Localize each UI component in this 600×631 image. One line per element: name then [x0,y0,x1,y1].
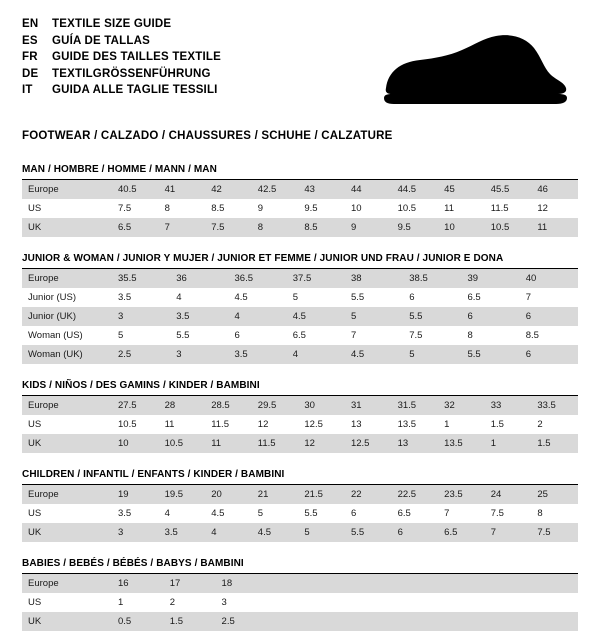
cell: 5.5 [176,330,190,341]
size-table-junior-woman [22,269,578,364]
cell: 4 [287,345,345,364]
cell: 41 [159,180,206,199]
language-title: TEXTILE SIZE GUIDE [52,18,172,30]
cell: 5.5 [351,292,365,303]
cell: 4 [229,307,287,326]
cell: 38.5 [403,269,461,288]
cell-empty [319,612,371,631]
cell: 2 [537,419,543,430]
cell: 12 [298,434,345,453]
cell: 4 [164,508,170,519]
cell: 1 [118,597,124,608]
cell: 7.5 [490,508,504,519]
row-label: Junior (UK) [22,307,112,326]
cell: 4.5 [234,292,248,303]
table-row [22,612,578,631]
language-row [22,66,221,83]
cell: 13 [392,434,439,453]
row-label: US [28,508,42,519]
table-row [22,180,578,199]
table-row [22,307,578,326]
cell: 6.5 [467,292,481,303]
language-code: DE [22,67,39,80]
cell: 4.5 [252,523,299,542]
cell: 3.5 [229,345,287,364]
dress-shoe-icon [378,32,568,116]
cell: 42 [205,180,252,199]
cell: 7.5 [118,203,132,214]
cell: 10.5 [485,218,532,237]
cell-empty [319,574,371,593]
cell: 7 [525,292,532,303]
block-title: JUNIOR & WOMAN / JUNIOR Y MUJER / JUNIOR ET FEMME / JUNIOR UND FRAU / JUNIOR E DONA [22,253,578,269]
cell: 3 [170,345,228,364]
size-table-kids [22,396,578,453]
row-label: Europe [22,574,112,593]
cell: 4.5 [211,508,225,519]
cell: 6 [520,345,578,364]
cell: 13 [350,419,362,430]
cell: 9 [257,203,264,214]
cell: 8.5 [525,330,539,341]
cell: 3 [221,597,227,608]
cell: 7.5 [205,218,252,237]
cell: 5.5 [403,307,461,326]
language-code: IT [22,84,33,96]
language-row [22,16,221,33]
row-label: Europe [22,485,112,504]
cell: 1 [485,434,532,453]
cell: 7 [485,523,532,542]
table-row [22,504,578,523]
cell: 5 [345,307,403,326]
language-title-list [22,16,221,99]
cell: 6.5 [397,508,411,519]
cell: 25 [531,485,578,504]
cell-empty [371,574,423,593]
row-label: US [28,419,42,430]
cell: 7.5 [531,523,578,542]
cell: 29.5 [252,396,299,415]
table-row [22,288,578,307]
size-table-children [22,485,578,542]
cell: 11.5 [252,434,299,453]
cell: 10.5 [159,434,206,453]
row-label: US [28,203,42,214]
cell: 11 [444,203,455,214]
cell: 4.5 [287,307,345,326]
size-table-babies [22,574,578,631]
row-label: Woman (UK) [22,345,112,364]
cell-empty [371,593,423,612]
cell: 10.5 [118,419,137,430]
cell: 8.5 [211,203,225,214]
cell: 13.5 [438,434,485,453]
cell: 5 [403,345,461,364]
cell: 18 [216,574,268,593]
cell: 2.5 [112,345,170,364]
cell: 12.5 [304,419,323,430]
cell-empty [526,612,578,631]
cell: 11.5 [211,419,229,430]
cell: 12 [537,203,548,214]
cell: 5 [292,292,299,303]
cell: 5 [118,330,124,341]
cell: 11 [531,218,578,237]
cell: 0.5 [112,612,164,631]
cell: 45.5 [485,180,532,199]
cell: 45 [438,180,485,199]
size-block-man [22,164,578,237]
language-title: GUIDE DES TAILLES TEXTILE [52,51,221,63]
cell: 5.5 [345,523,392,542]
cell: 11 [205,434,252,453]
cell: 32 [438,396,485,415]
cell-empty [371,612,423,631]
cell: 6 [409,292,415,303]
cell: 23.5 [438,485,485,504]
cell: 8 [252,218,299,237]
cell: 28.5 [205,396,252,415]
cell-empty [526,574,578,593]
block-title: CHILDREN / INFANTIL / ENFANTS / KINDER / BAMBINI [22,469,578,485]
cell: 6 [350,508,357,519]
table-row [22,593,578,612]
cell: 12 [257,419,269,430]
cell: 31.5 [392,396,439,415]
table-row [22,574,578,593]
table-row [22,326,578,345]
cell: 19.5 [159,485,206,504]
table-row [22,434,578,453]
cell: 1.5 [164,612,216,631]
cell: 28 [159,396,206,415]
footwear-section-title: FOOTWEAR / CALZADO / CHAUSSURES / SCHUHE / CALZATURE [22,130,393,142]
table-row [22,218,578,237]
cell: 40.5 [112,180,159,199]
cell-empty [526,593,578,612]
cell: 9.5 [304,203,318,214]
row-label: UK [22,434,112,453]
cell: 22.5 [392,485,439,504]
cell: 7 [351,330,357,341]
cell: 33 [485,396,532,415]
cell: 3.5 [170,307,228,326]
row-label: US [28,597,42,608]
language-title: GUIDA ALLE TAGLIE TESSILI [52,84,218,96]
cell: 21 [252,485,299,504]
cell-empty [423,612,475,631]
cell: 36 [170,269,228,288]
cell: 3.5 [118,292,132,303]
cell: 30 [298,396,345,415]
row-label: Europe [22,396,112,415]
cell: 10 [112,434,159,453]
cell-empty [267,593,319,612]
cell: 12.5 [345,434,392,453]
cell: 17 [164,574,216,593]
cell: 27.5 [112,396,159,415]
cell-empty [267,574,319,593]
cell: 6.5 [292,330,306,341]
cell: 6 [462,307,520,326]
cell: 42.5 [252,180,299,199]
cell: 4 [205,523,252,542]
cell: 31 [345,396,392,415]
row-label: UK [22,218,112,237]
cell-empty [423,593,475,612]
cell: 10 [438,218,485,237]
cell: 3.5 [118,508,132,519]
cell: 44 [345,180,392,199]
table-row [22,523,578,542]
cell-empty [474,593,526,612]
language-title: TEXTILGRÖSSENFÜHRUNG [52,67,211,80]
cell: 8 [467,330,473,341]
language-code: FR [22,51,38,63]
language-row [22,82,221,99]
cell: 3 [112,523,159,542]
cell: 9 [345,218,392,237]
language-code: ES [22,34,38,47]
cell: 8.5 [298,218,345,237]
cell: 20 [205,485,252,504]
cell: 3.5 [159,523,206,542]
language-code: EN [22,18,39,30]
document-header [22,16,578,116]
row-label: Europe [22,269,112,288]
size-block-babies [22,558,578,631]
cell: 1 [444,419,450,430]
size-table-man [22,180,578,237]
cell-empty [319,593,371,612]
cell: 11.5 [490,203,509,214]
row-label: UK [22,612,112,631]
size-block-kids [22,380,578,453]
cell: 21.5 [298,485,345,504]
cell: 4.5 [345,345,403,364]
cell: 6.5 [438,523,485,542]
table-row [22,199,578,218]
cell: 5 [257,508,264,519]
size-block-children [22,469,578,542]
cell: 16 [112,574,164,593]
language-row [22,49,221,66]
cell: 6 [234,330,240,341]
language-row [22,33,221,50]
cell: 19 [112,485,159,504]
cell: 5 [298,523,345,542]
cell: 8 [537,508,543,519]
table-row [22,345,578,364]
cell: 5.5 [304,508,318,519]
table-row [22,415,578,434]
cell: 4 [176,292,182,303]
cell: 35.5 [112,269,170,288]
block-title: MAN / HOMBRE / HOMME / MANN / MAN [22,164,578,180]
cell: 1.5 [531,434,578,453]
cell: 13.5 [397,419,417,430]
cell: 39 [462,269,520,288]
cell: 44.5 [392,180,439,199]
cell-empty [423,574,475,593]
table-row [22,485,578,504]
cell: 7 [159,218,206,237]
cell: 8 [164,203,170,214]
cell: 1.5 [490,419,504,430]
cell: 6 [392,523,439,542]
language-title: GUÍA DE TALLAS [52,34,150,47]
cell: 9.5 [392,218,439,237]
cell: 3 [112,307,170,326]
cell: 24 [485,485,532,504]
table-row [22,269,578,288]
cell: 10.5 [397,203,417,214]
row-label: UK [22,523,112,542]
cell: 6 [520,307,578,326]
row-label: Woman (US) [28,330,83,341]
cell: 36.5 [229,269,287,288]
cell: 38 [345,269,403,288]
cell: 33.5 [531,396,578,415]
cell: 6.5 [112,218,159,237]
cell: 5.5 [462,345,520,364]
cell: 40 [520,269,578,288]
cell: 7 [444,508,450,519]
cell-empty [267,612,319,631]
cell-empty [474,574,526,593]
cell: 22 [345,485,392,504]
cell: 11 [164,419,175,430]
cell: 43 [298,180,345,199]
cell: 7.5 [409,330,423,341]
table-row [22,396,578,415]
row-label: Junior (US) [28,292,77,303]
block-title: KIDS / NIÑOS / DES GAMINS / KINDER / BAMBINI [22,380,578,396]
cell: 10 [350,203,362,214]
cell: 2.5 [216,612,268,631]
size-block-junior-woman [22,253,578,364]
cell: 46 [531,180,578,199]
cell-empty [474,612,526,631]
cell: 2 [169,597,176,608]
block-title: BABIES / BEBÉS / BÉBÉS / BABYS / BAMBINI [22,558,578,574]
cell: 37.5 [287,269,345,288]
row-label: Europe [22,180,112,199]
